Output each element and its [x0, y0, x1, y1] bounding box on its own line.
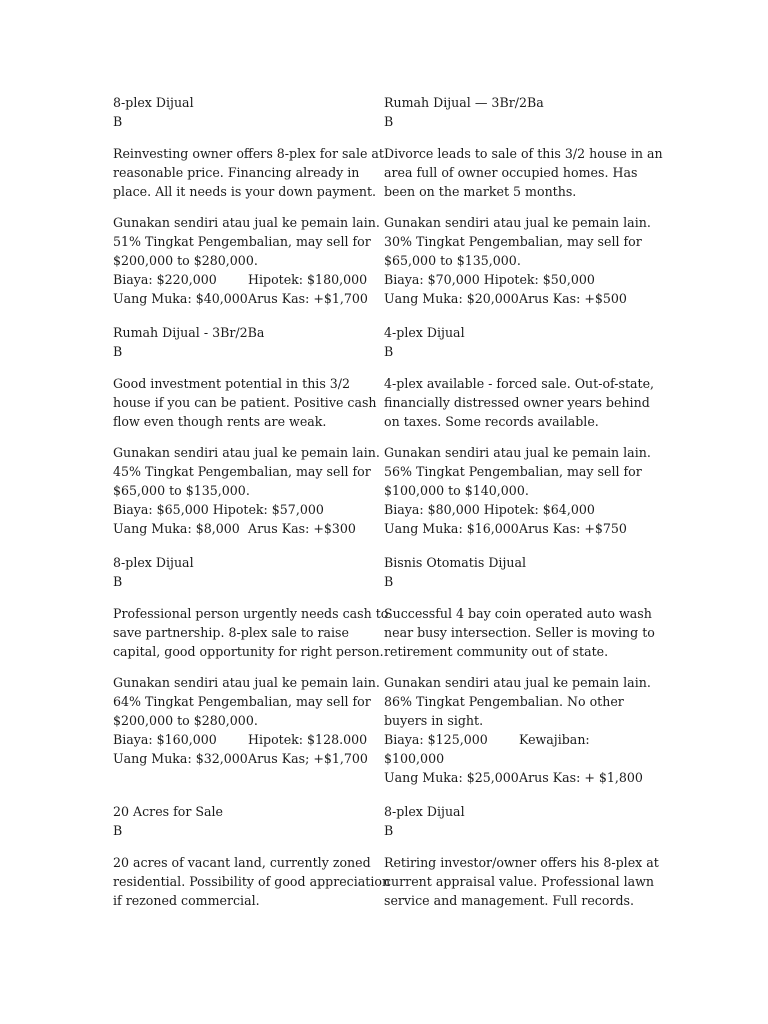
- financial-row: [113, 500, 375, 519]
- usage-line: Gunakan sendiri atau jual ke pemain lain.: [113, 215, 380, 230]
- financial-row: [113, 730, 375, 749]
- usage-line: 45% Tingkat Pengembalian, may sell for: [113, 464, 371, 479]
- listing-usage: [384, 673, 651, 730]
- financial-row: [384, 519, 646, 538]
- usage-line: 86% Tingkat Pengembalian. No other: [384, 694, 624, 709]
- financial-row: [384, 289, 646, 308]
- listing-usage: [113, 443, 380, 500]
- usage-line: Gunakan sendiri atau jual ke pemain lain.: [384, 445, 651, 460]
- usage-line: $200,000 to $280,000.: [113, 713, 258, 728]
- financial-cost: Biaya: $160,000: [113, 732, 217, 747]
- listing-letter: B: [113, 114, 123, 129]
- financial-row: [113, 289, 375, 308]
- listing-card: [113, 553, 389, 768]
- listing-title: Rumah Dijual - 3Br/2Ba: [113, 325, 265, 340]
- financial-down-payment: Uang Muka: $20,000: [384, 291, 519, 306]
- description-line: Reinvesting owner offers 8-plex for sale at: [113, 146, 384, 161]
- financial-mortgage: Hipotek: $180,000: [248, 272, 368, 287]
- financial-down-payment: Uang Muka: $16,000: [384, 521, 519, 536]
- financial-cashflow: Arus Kas; +$1,700: [248, 751, 368, 766]
- listing-title: Rumah Dijual — 3Br/2Ba: [384, 95, 544, 110]
- listing-usage: [384, 213, 651, 270]
- listing-description: [384, 144, 663, 201]
- listing-letter: B: [384, 823, 394, 838]
- usage-line: Gunakan sendiri atau jual ke pemain lain.: [113, 445, 380, 460]
- listing-letter: B: [384, 114, 394, 129]
- usage-line: $100,000 to $140,000.: [384, 483, 529, 498]
- listing-card: [384, 553, 655, 787]
- description-line: on taxes. Some records available.: [384, 414, 599, 429]
- financial-cost-mortgage: Biaya: $80,000 Hipotek: $64,000: [384, 502, 595, 517]
- listing-title: Bisnis Otomatis Dijual: [384, 555, 526, 570]
- listing-letter: B: [113, 574, 123, 589]
- description-line: reasonable price. Financing already in: [113, 165, 360, 180]
- usage-line: 56% Tingkat Pengembalian, may sell for: [384, 464, 642, 479]
- financial-down-payment: Uang Muka: $25,000: [384, 770, 519, 785]
- usage-line: $65,000 to $135,000.: [384, 253, 521, 268]
- usage-line: 30% Tingkat Pengembalian, may sell for: [384, 234, 642, 249]
- description-line: financially distressed owner years behind: [384, 395, 650, 410]
- listing-letter: B: [384, 574, 394, 589]
- listing-description: [113, 604, 389, 661]
- description-line: if rezoned commercial.: [113, 893, 260, 908]
- description-line: near busy intersection. Seller is moving to: [384, 625, 655, 640]
- listing-title: 8-plex Dijual: [113, 555, 194, 570]
- financial-row: [384, 749, 646, 768]
- listing-title: 20 Acres for Sale: [113, 804, 223, 819]
- financial-row: [384, 768, 646, 787]
- usage-line: 51% Tingkat Pengembalian, may sell for: [113, 234, 371, 249]
- listing-title: 8-plex Dijual: [384, 804, 465, 819]
- financial-row: [384, 500, 646, 519]
- usage-line: Gunakan sendiri atau jual ke pemain lain.: [384, 215, 651, 230]
- description-line: Divorce leads to sale of this 3/2 house in an: [384, 146, 663, 161]
- listing-title: 8-plex Dijual: [113, 95, 194, 110]
- usage-line: $200,000 to $280,000.: [113, 253, 258, 268]
- listing-letter: B: [113, 344, 123, 359]
- listing-usage: [113, 213, 380, 270]
- financial-down-payment: Uang Muka: $40,000: [113, 291, 248, 306]
- financial-cashflow: Arus Kas: +$500: [519, 291, 627, 306]
- financial-cost: Biaya: $220,000: [113, 272, 217, 287]
- listing-description: [384, 604, 655, 661]
- listing-description: [384, 853, 659, 910]
- usage-line: 64% Tingkat Pengembalian, may sell for: [113, 694, 371, 709]
- financial-row: [384, 730, 646, 749]
- listing-description: [113, 144, 384, 201]
- usage-line: buyers in sight.: [384, 713, 484, 728]
- listing-financials: [384, 270, 646, 308]
- description-line: save partnership. 8-plex sale to raise: [113, 625, 349, 640]
- description-line: flow even though rents are weak.: [113, 414, 327, 429]
- description-line: been on the market 5 months.: [384, 184, 577, 199]
- financial-cost: Biaya: $125,000: [384, 732, 488, 747]
- listing-card: [113, 323, 380, 538]
- description-line: service and management. Full records.: [384, 893, 634, 908]
- listing-financials: [384, 730, 646, 787]
- description-line: place. All it needs is your down payment.: [113, 184, 377, 199]
- usage-line: $65,000 to $135,000.: [113, 483, 250, 498]
- listing-title: 4-plex Dijual: [384, 325, 465, 340]
- description-line: Successful 4 bay coin operated auto wash: [384, 606, 652, 621]
- usage-line: Gunakan sendiri atau jual ke pemain lain.: [113, 675, 380, 690]
- financial-down-payment: Uang Muka: $8,000: [113, 521, 240, 536]
- description-line: capital, good opportunity for right person.: [113, 644, 384, 659]
- financial-cashflow: Arus Kas: + $1,800: [519, 770, 643, 785]
- description-line: 4-plex available - forced sale. Out-of-state,: [384, 376, 655, 391]
- description-line: retirement community out of state.: [384, 644, 609, 659]
- financial-liability-amount: $100,000: [384, 751, 445, 766]
- listing-usage: [384, 443, 651, 500]
- financial-cost-mortgage: Biaya: $70,000 Hipotek: $50,000: [384, 272, 595, 287]
- description-line: Good investment potential in this 3/2: [113, 376, 351, 391]
- listing-description: [384, 374, 655, 431]
- listing-financials: [113, 730, 375, 768]
- usage-line: Gunakan sendiri atau jual ke pemain lain.: [384, 675, 651, 690]
- listing-financials: [384, 500, 646, 538]
- financial-row: [113, 270, 375, 289]
- listing-card: [384, 802, 659, 922]
- financial-row: [113, 749, 375, 768]
- description-line: Retiring investor/owner offers his 8-plex at: [384, 855, 659, 870]
- listing-card: [384, 323, 655, 538]
- description-line: 20 acres of vacant land, currently zoned: [113, 855, 371, 870]
- listing-card: [384, 93, 663, 308]
- financial-row: [384, 270, 646, 289]
- listing-description: [113, 374, 375, 431]
- listing-financials: [113, 500, 375, 538]
- financial-row: [113, 519, 375, 538]
- financial-down-payment: Uang Muka: $32,000: [113, 751, 248, 766]
- listing-description: [113, 853, 391, 910]
- financial-cost-mortgage: Biaya: $65,000 Hipotek: $57,000: [113, 502, 324, 517]
- description-line: area full of owner occupied homes. Has: [384, 165, 638, 180]
- description-line: current appraisal value. Professional lawn: [384, 874, 655, 889]
- financial-cashflow: Arus Kas: +$300: [248, 521, 356, 536]
- listing-letter: B: [113, 823, 123, 838]
- description-line: house if you can be patient. Positive cash: [113, 395, 377, 410]
- listing-usage: [113, 673, 380, 730]
- financial-cashflow: Arus Kas: +$750: [519, 521, 627, 536]
- financial-liability: Kewajiban:: [519, 732, 590, 747]
- financial-cashflow: Arus Kas: +$1,700: [248, 291, 368, 306]
- financial-mortgage: Hipotek: $128.000: [248, 732, 368, 747]
- description-line: residential. Possibility of good appreciation: [113, 874, 391, 889]
- listing-letter: B: [384, 344, 394, 359]
- listing-card: [113, 802, 391, 922]
- listing-card: [113, 93, 384, 308]
- description-line: Professional person urgently needs cash to: [113, 606, 389, 621]
- listing-financials: [113, 270, 375, 308]
